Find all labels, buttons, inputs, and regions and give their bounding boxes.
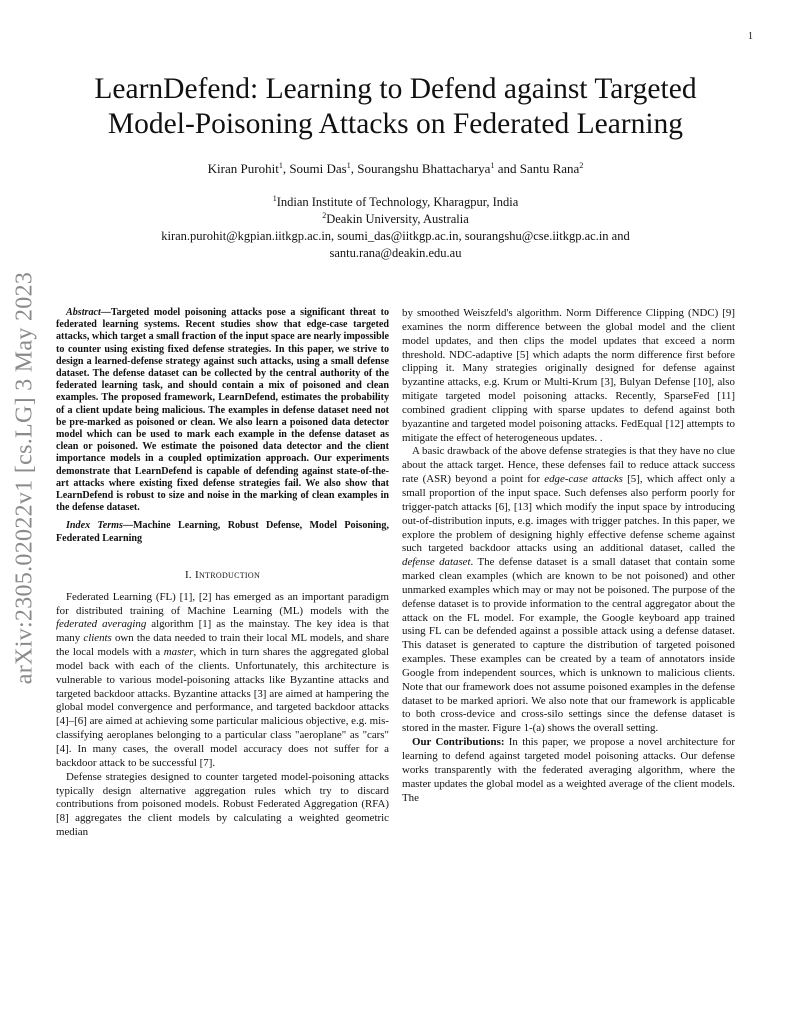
author-separator: and <box>494 161 520 176</box>
author-name: Soumi Das <box>289 161 347 176</box>
paper-title <box>40 72 751 142</box>
contributions-text: In this paper, we propose a novel architecture for learning to defend against targeted model poisoning attacks. Our defense works transparently with the federated averaging algorithm, where the master updates the global model as a weighted average of the client models. The <box>402 736 735 804</box>
section-title: Introduction <box>195 568 261 581</box>
text-run: A basic drawback of the above defense strategies is that they have no clue about the attack target. Hence, these defenses fail to reduce attack success rate (ASR) beyond a point for <box>402 445 735 486</box>
author-affiliation-mark: 1 <box>346 161 351 170</box>
affiliation-2 <box>80 211 711 228</box>
intro-paragraph-2: Defense strategies designed to counter targeted model-poisoning attacks typically design alternative aggregation rules which try to discard contributions from poisoned models. Robust Federated Aggregation (RFA) [8] aggregates the client models by calculating a weighted geometric median <box>56 770 389 839</box>
text-run-italic: federated averaging <box>56 618 147 631</box>
abstract <box>56 307 389 514</box>
text-run: . The defense dataset is a small dataset that contain some marked clean examples (which are known to be not poisoned) and other unmarked examples which may or may not be poisoned. The purpose of the defense dataset is to provide information to the central aggregator about the attack on the FL model. For example, the Google keyboard app trained using FL can be defended against a possible attack using a defense dataset. This dataset is generated to capture the distribution of targeted poisoned examples. These examples can be created by a team of annotators inside Google from independent sources, which is unknown to malicious clients. Note that our framework does not assume poisoned examples in the defense dataset to be marked apriori. We also note that our framework is applicable to both cross-device and cross-silo settings since the defense dataset is stored in the master. Figure 1-(a) shows the overall setting. <box>402 556 736 735</box>
author-affiliation-mark: 1 <box>278 161 283 170</box>
author-name: Kiran Purohit <box>207 161 279 176</box>
author-affiliation-mark: 2 <box>579 161 584 170</box>
text-run: own the data needed to train their local ML models, and share the local models with a <box>56 632 390 659</box>
arxiv-identifier <box>8 268 42 688</box>
abstract-text: —Targeted model poisoning attacks pose a significant threat to federated learning systems. Recent studies show that edge-case targeted attacks, which target a small fraction of the input space are nearly impossible to counter using existing fixed defense strategies. In this paper, we strive to design a learned-defense strategy against such attacks, using a small defense dataset. The defense dataset can be collected by the central authority of the federated learning task, and should contain a mix of poisoned and clean examples. The proposed framework, LearnDefend, estimates the probability of a client update being malicious. The examples in defense dataset need not be pre-marked as poisoned or clean. We also learn a poisoned data detector model which can be used to mark each example in the defense dataset as clean or poisoned. We estimate the poisoned data detector and the client importance models in a coupled optimization approach. Our experiments demonstrate that LearnDefend is capable of defending against state-of-the-art attacks where existing fixed defense strategies fail. We also show that LearnDefend is robust to size and noise in the marking of clean examples in the defense dataset. <box>56 307 389 514</box>
affiliation-text: Indian Institute of Technology, Kharagpur, India <box>276 195 519 209</box>
text-run: Federated Learning (FL) [1], [2] has emerged as an important paradigm for distributed training of Machine Learning (ML) models with the <box>56 590 389 617</box>
affiliation-1 <box>80 194 711 211</box>
title-line-1: LearnDefend: Learning to Defend against Targeted <box>94 73 697 105</box>
author-affiliation-mark: 1 <box>490 161 495 170</box>
affiliation-text: Deakin University, Australia <box>326 212 469 226</box>
intro-paragraph-1 <box>56 591 389 771</box>
text-run-italic: defense dataset <box>402 556 471 569</box>
affiliation-number: 2 <box>322 211 327 220</box>
affiliations <box>80 194 711 262</box>
author-name: Sourangshu Bhattacharya <box>357 161 491 176</box>
index-terms-text: —Machine Learning, Robust Defense, Model Poisoning, Federated Learning <box>56 520 389 544</box>
section-heading-introduction <box>56 569 389 583</box>
abstract-label: Abstract <box>66 307 101 318</box>
arxiv-identifier-text: arXiv:2305.02022v1 [cs.LG] 3 May 2023 <box>11 271 38 685</box>
title-line-2: Model-Poisoning Attacks on Federated Learning <box>107 108 684 140</box>
affiliation-number: 1 <box>272 194 277 203</box>
contributions-paragraph <box>402 736 735 805</box>
section-number: I. <box>184 568 196 581</box>
author-separator: , <box>350 161 358 176</box>
left-column <box>56 307 389 840</box>
text-run: [5], which affect only a small proportion of the input space. Such defenses also perform poorly for trigger-patch attacks [6], [13] which modify the input space by introducing out-of-distribution inputs, e.g. images with trigger patches. In this paper, we explore the problem of designing highly effective defense scheme against such targeted backdoor attacks using an additional dataset, called the <box>402 473 735 555</box>
text-run-italic: clients <box>83 632 112 645</box>
right-paragraph-1: by smoothed Weiszfeld's algorithm. Norm Difference Clipping (NDC) [9] examines the norm difference between the global model and the client model updates, and then clips the model updates that exceed a norm threshold. NDC-adaptive [5] which adapts the norm difference first before clipping it. Many strategies originally designed for defense against byzantine attacks, e.g. Krum or Multi-Krum [3], Bulyan Defense [10], also mitigate targeted model poisoning attacks. Recently, SparseFed [11] combined gradient clipping with sparse updates to defend against both byazantine and targeted model poisoning attacks. FedEqual [12] attempts to mitigate the effect of heterogeneous updates. . <box>402 307 735 444</box>
index-terms <box>56 520 389 544</box>
index-terms-label: Index Terms <box>66 520 123 532</box>
right-paragraph-2 <box>402 445 735 736</box>
contributions-label: Our Contributions: <box>412 736 505 749</box>
author-list <box>40 161 751 177</box>
right-column <box>402 307 735 805</box>
text-run-italic: edge-case attacks <box>544 473 623 486</box>
page-number: 1 <box>748 31 753 42</box>
author-name: Santu Rana <box>519 161 580 176</box>
author-emails-line-1: kiran.purohit@kgpian.iitkgp.ac.in, soumi_das@iitkgp.ac.in, sourangshu@cse.iitkgp.ac.in and <box>161 229 630 243</box>
text-run-italic: master <box>163 646 194 659</box>
text-run: algorithm [1] as the mainstay. The key idea is that many <box>56 618 389 645</box>
author-separator: , <box>282 161 290 176</box>
author-emails-line-2: santu.rana@deakin.edu.au <box>329 246 462 260</box>
text-run: , which in turn shares the aggregated global model back with each of the clients. Unfortunately, this architecture is vulnerable to various model-poisoning attacks like Byzantine attacks and targeted backdoor attacks. Byzantine attacks [3] are aimed at hampering the global model convergence and performance, and targeted backdoor attacks [4]–[6] are aimed at achieving some particular malicious objective, e.g. mis-classifying aeroplanes belonging to a particular class "aeroplane" as "cars" [4]. In many cases, the overall model accuracy does not suffer for a backdoor attack to be successful [7]. <box>56 646 390 769</box>
